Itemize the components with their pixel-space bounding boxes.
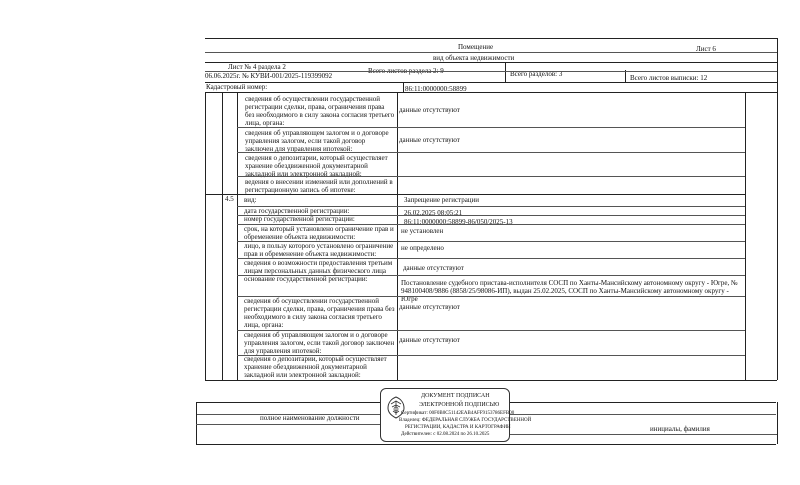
section-number: 4.5 [225,195,234,203]
row-value: данные отсутствуют [399,136,460,144]
row-label: сведения о депозитарии, который осуществляет хранение обездвиженной документарной закладной или электронной закладной: [244,355,387,379]
value-column-edge [397,92,398,380]
cadastral-number: 86:11:0000000:58899 [405,85,467,93]
row-label: лицо, в пользу которого установлено ограничение прав и обременение объекта недвижимости: [244,242,394,258]
row-label: сведения о возможности предоставления третьим лицам персональных данных физического лица [244,259,393,275]
total-sheets-extract: Всего листов выписки: 12 [630,74,708,82]
table-left-edge [205,92,206,380]
total-sheets-section: Всего листов раздела 2: 9 [368,67,444,75]
row-value: не определено [401,244,444,252]
row-label: сведения об управляющем залогом и о договоре управления залогом, если такой договор заключен для управления ипотекой: [244,331,395,355]
footer-right-edge [777,402,778,444]
section-divider [205,194,745,195]
cadastral-divider [403,82,404,92]
stamp-owner-2: РЕГИСТРАЦИИ, КАДАСТРА И КАРТОГРАФИИ [405,425,511,430]
row-value: Постановление судебного пристава-исполнителя СОСП по Ханты-Мансийскому автономному округу - Югре, № 948100408/9886 (8858/25/98086-ИП), выдан 25.02.2025, СОСП по Ханты-Мансийскому автономному округу - Югре [401,279,738,303]
footer-left-rule [196,424,380,425]
number-column-edge [222,92,223,380]
row-label: сведения об осуществлении государственной регистрации сделки, права, ограничения права без необходимого в силу закона согласия третьего лица, органа: [245,95,395,127]
label-column-edge [237,92,238,380]
document-id: 06.06.2025г. № КУВИ-001/2025-119399092 [205,72,333,80]
electronic-signature-stamp [380,388,532,442]
header-rule-2 [205,62,777,63]
table-bottom-rule [205,380,777,381]
row-label: вид: [244,196,257,204]
row-value: данные отсутствуют [399,336,460,344]
row-value: данные отсутствуют [399,106,460,114]
row-label: основание государственной регистрации: [244,275,368,283]
row-label: сведения об управляющем залогом и о договоре управления залогом, если такой договор заключен для управления ипотекой: [245,129,389,153]
row-divider [237,127,745,128]
footer-right-rule [508,434,777,435]
table-right-inner-edge [745,92,746,380]
row-divider [237,176,745,177]
section-sheet: Лист № 4 раздела 2 [228,63,286,71]
footer-left-edge [196,402,197,444]
header-bottom-rule [205,92,777,93]
name-caption: инициалы, фамилия [650,425,710,433]
stamp-owner: Владелец: ФЕДЕРАЛЬНАЯ СЛУЖБА ГОСУДАРСТВЕННОЙ [399,418,532,423]
row-value: данные отсутствуют [399,303,460,311]
stamp-title-1: ДОКУМЕНТ ПОДПИСАН [421,393,490,399]
header-top-rule [205,38,777,39]
object-kind-caption: вид объекта недвижимости [433,54,515,62]
header-divider-1 [505,62,506,82]
stamp-certificate: Сертификат: 00F0B0C51142EAB4AFF9153786EFB00 [401,411,515,416]
sheet-number: Лист 6 [696,45,716,53]
row-divider [237,152,745,153]
row-value: Запрещение регистрации [404,196,480,204]
row-value: 86:11:0000000:58899-86/050/2025-13 [404,218,513,226]
header-rule-4 [205,82,777,83]
stamp-title-2: ЭЛЕКТРОННОЙ ПОДПИСЬЮ [419,402,500,408]
row-value: данные отсутствуют [403,264,464,272]
total-sections: Всего разделов: 3 [510,70,563,78]
row-label: ведения о внесении изменений или дополнений в регистрационную запись об ипотеке: [245,178,393,194]
header-rule-1 [205,52,777,53]
row-label: срок, на который установлено ограничение прав и обременение объекта недвижимости: [244,225,394,241]
stamp-validity: Действителен: с 02.08.2024 по 26.10.2025 [401,432,490,437]
position-caption: полное наименование должности [260,414,360,422]
row-label: сведения об осуществлении государственной регистрации сделки, права, ограничения права без необходимого в силу закона согласия третьего лица, органа: [244,297,395,329]
table-right-edge [777,38,778,380]
row-label: номер государственной регистрации: [244,215,355,223]
cadastral-label: Кадастровый номер: [206,83,268,91]
premises-label: Помещение [458,43,494,51]
row-value: 26.02.2025 08:05:21 [404,209,463,217]
row-label: сведения о депозитарии, который осуществляет хранение обездвиженной документарной закладной или электронной закладной: [245,154,388,178]
row-label: дата государственной регистрации: [244,207,350,215]
footer-bottom-rule [196,444,776,445]
row-value: не установлен [401,227,444,235]
